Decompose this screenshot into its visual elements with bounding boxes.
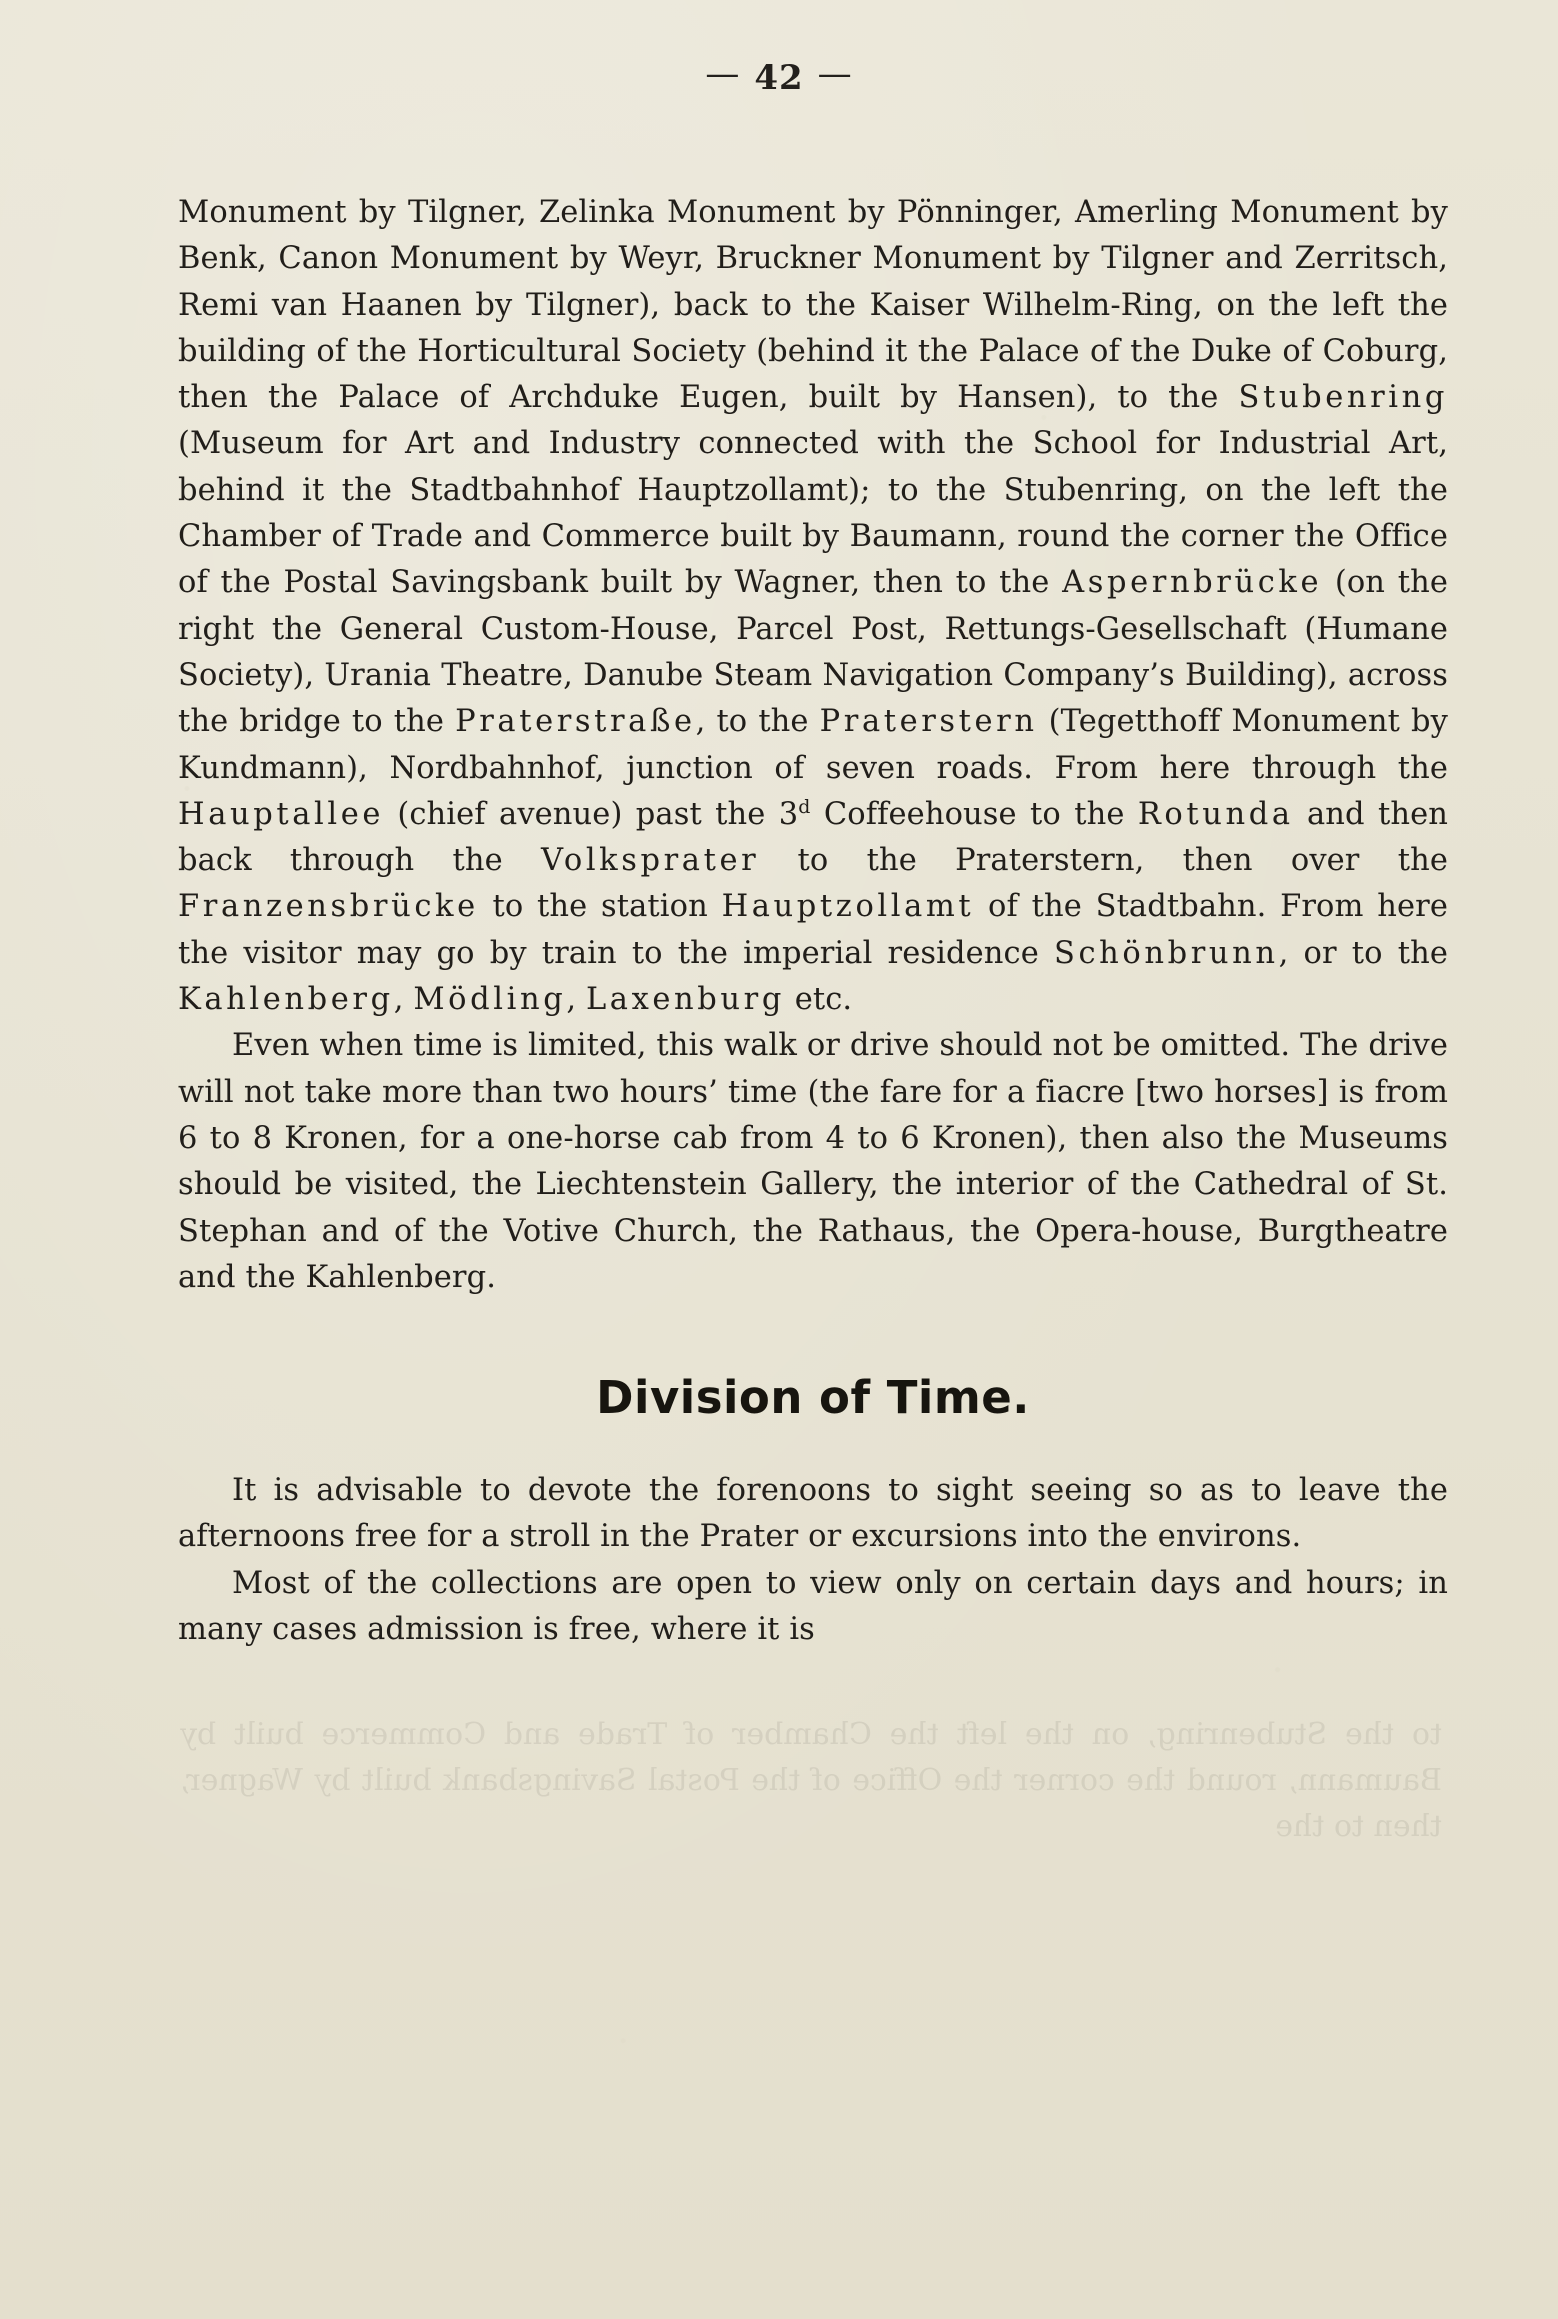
- header-dash-left: —: [705, 54, 741, 94]
- paragraph-time-limited: Even when time is limited, this walk or drive should not be omitted. The drive will not take more than two hours’ time (the fare for a fiacre [two horses] is from 6 to 8 Kronen, for a one-horse cab from 4 to 6 Kronen), then also the Museums should be visited, the Liechtenstein Gallery, the interior of the Cathedral of St. Stephan and of the Votive Church, the Rathaus, the Opera-house, Burgtheatre and the Kahlenberg.: [178, 1028, 1448, 1295]
- page-number: 42: [754, 58, 804, 98]
- header-dash-right: —: [817, 54, 853, 94]
- paragraph-advice-forenoons: It is advisable to devote the forenoons to sight seeing so as to leave the afternoons free for a stroll in the Prater or excursions into the environs.: [178, 1473, 1448, 1555]
- page-content: [178, 190, 1448, 1653]
- page-header: [0, 54, 1558, 98]
- show-through-text: to the Stubenring, on the left the Chamber of Trade and Commerce built by Baumann, round the corner the Office of the Postal Savingsbank built by Wagner, then to the: [180, 1717, 1442, 1844]
- section-heading-division-of-time: Division of Time.: [596, 1371, 1030, 1425]
- paragraph-collections-hours: Most of the collections are open to view only on certain days and hours; in many cases admission is free, where it is: [178, 1565, 1448, 1648]
- verso-show-through: [180, 1712, 1442, 1850]
- paragraph-route-description: Monument by Tilgner, Zelinka Monument by Pönninger, Amerling Monument by Benk, Canon Monument by Weyr, Bruckner Monument by Tilgner and Zerritsch, Remi van Haanen by Tilgner), back to the Kaiser Wilhelm-Ring, on the left the building of the Horticultural Society (behind it the Palace of the Duke of Coburg, then the Palace of Archduke Eugen, built by Hansen), to the Stubenring (Museum for Art and Industry connected with the School for Industrial Art, behind it the Stadtbahnhof Hauptzollamt); to the Stubenring, on the left the Chamber of Trade and Commerce built by Baumann, round the corner the Office of the Postal Savingsbank built by Wagner, then to the Aspernbrücke (on the right the General Custom-House, Parcel Post, Rettungs-Gesellschaft (Humane Society), Urania Theatre, Danube Steam Navigation Company’s Building), across the bridge to the Praterstraße, to the Praterstern (Tegetthoff Monument by Kundmann), Nordbahnhof, junction of seven roads. From here through the Hauptallee (chief avenue) past the 3$^d$ Coffeehouse to the Rotunda and then back through the Volksprater to the Praterstern, then over the Franzensbrücke to the station Hauptzollamt of the Stadtbahn. From here the visitor may go by train to the imperial residence Schönbrunn, or to the Kahlenberg, Mödling, Laxenburg etc.: [178, 195, 1448, 1018]
